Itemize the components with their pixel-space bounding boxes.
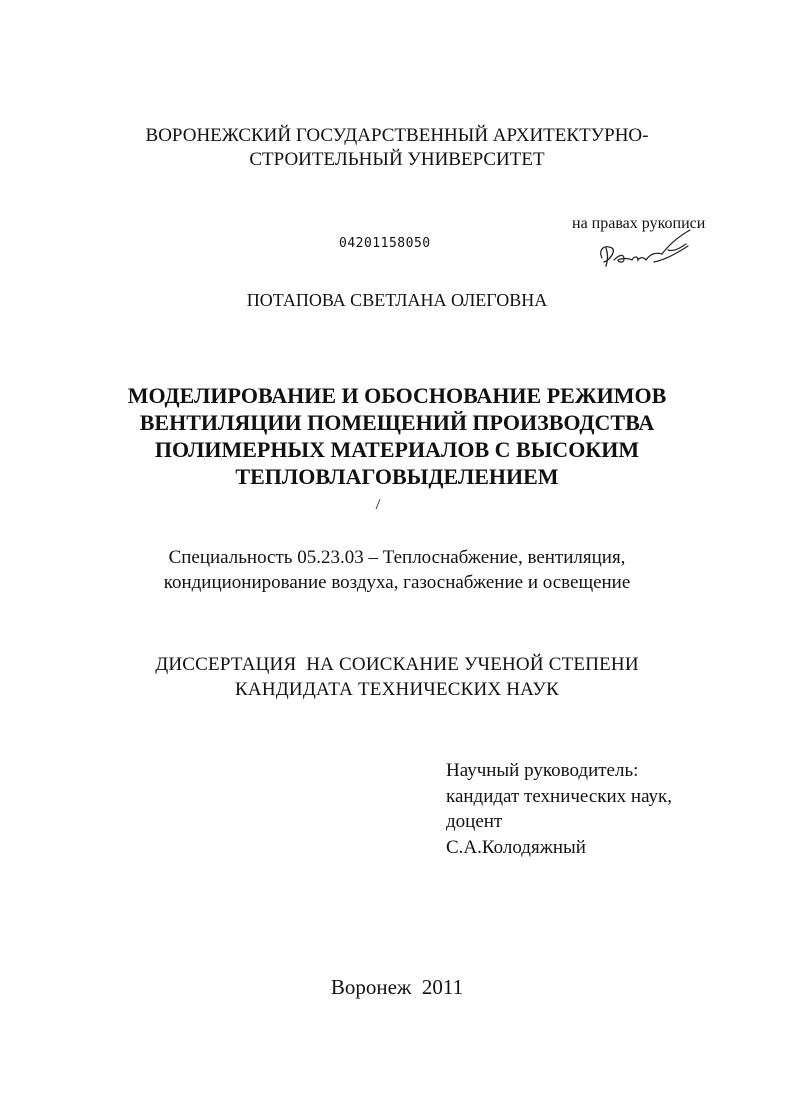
university-name: [0, 124, 794, 172]
supervisor-name: С.А.Колодяжный: [446, 836, 586, 858]
city-year: Воронеж 2011: [330, 975, 464, 999]
supervisor-block: [446, 758, 672, 860]
degree-line-1: ДИССЕРТАЦИЯ НА СОИСКАНИЕ УЧЕНОЙ СТЕПЕНИ: [155, 654, 639, 675]
specialty: [0, 545, 794, 595]
supervisor-degree: кандидат технических наук,: [446, 785, 673, 807]
title-line-4: ТЕПЛОВЛАГОВЫДЕЛЕНИЕМ: [235, 464, 559, 489]
title-line-1: МОДЕЛИРОВАНИЕ И ОБОСНОВАНИЕ РЕЖИМОВ: [127, 383, 667, 408]
supervisor-label: Научный руководитель:: [446, 760, 639, 781]
title-line-2: ВЕНТИЛЯЦИИ ПОМЕЩЕНИЙ ПРОИЗВОДСТВА: [139, 410, 655, 435]
dissertation-title: [0, 382, 794, 490]
specialty-line-2: кондиционирование воздуха, газоснабжение и освещение: [163, 572, 631, 593]
specialty-line-1: Специальность 05.23.03 – Теплоснабжение, вентиляция,: [168, 547, 626, 568]
university-line-1: ВОРОНЕЖСКИЙ ГОСУДАРСТВЕННЫЙ АРХИТЕКТУРНО-: [145, 125, 649, 146]
document-number: 04201158050: [339, 236, 431, 251]
degree-statement: [0, 652, 794, 702]
stray-pen-mark: [375, 498, 381, 510]
author-name: ПОТАПОВА СВЕТЛАНА ОЛЕГОВНА: [246, 290, 548, 310]
degree-line-2: КАНДИДАТА ТЕХНИЧЕСКИХ НАУК: [235, 679, 559, 700]
supervisor-rank: доцент: [446, 811, 503, 832]
title-line-3: ПОЛИМЕРНЫХ МАТЕРИАЛОВ С ВЫСОКИМ: [154, 437, 640, 462]
university-line-2: СТРОИТЕЛЬНЫЙ УНИВЕРСИТЕТ: [249, 149, 545, 170]
handwritten-signature: [594, 224, 704, 272]
rights-note: на правах рукописи: [572, 215, 706, 232]
